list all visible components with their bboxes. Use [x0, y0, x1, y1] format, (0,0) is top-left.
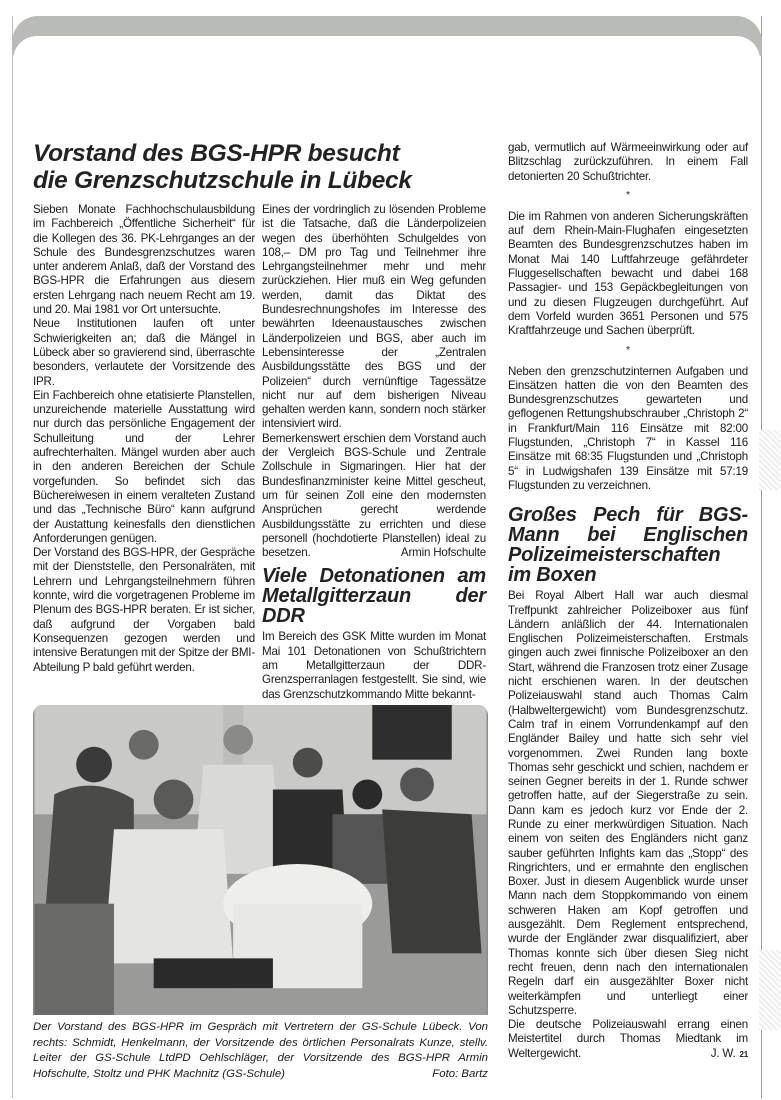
separator-star: * [626, 189, 630, 201]
paragraph: Eines der vordringlich zu lösenden Probleme ist die Tatsache, daß die Länderpolizeien wegen des überhöhten Schulgeldes von 108,– DM pro Tag und Teilnehmer ihre Lehrgangsteilnehmer mehr und mehr zurückziehen. Hier muß ein Weg gefunden werden, damit das Diktat des Bundesrechnungshofes im Interesse des bewährten Ideenaustausches zwischen Länderpolizeien und BGS, aber auch im Lebensinteresse der „Zentralen Ausbildungsstätte des BGS und der Polizeien“ durch vernünftige Tagessätze nicht nur auf dem bisherigen Niveau gehalten werden kann, sondern noch stärker intensiviert wird. [262, 203, 486, 431]
meeting-photo [33, 705, 488, 1015]
paragraph: Der Vorstand des BGS-HPR, der Gespräche mit der Dienststelle, den Personalräten, mit Lehrern und Lehrgangsteilnehmern führen konnte, wird die vorgetragenen Probleme im Plenum des BGS-HPR beraten. Er ist sicher, daß aufgrund der Vorgaben bald Konsequenzen gezogen werden und intensive Beratungen mit der Spitze der BMI-Abteilung P bald geführt werden. [33, 546, 255, 674]
caption-text: Der Vorstand des BGS-HPR im Gespräch mit Vertretern der GS-Schule Lübeck. Von rechts: Schmidt, Henkelmann, der Vorsitzende des örtlichen Personalrats Kunze, stellv. Leiter der GS-Schule LtdPD Oehlschläger, der Vorsitzende des BGS-HPR Armin Hofschulte, Stoltz und PHK Machnitz (GS-Schule) [33, 1021, 488, 1080]
headline-boxen: Großes Pech für BGS-Mann bei Englischen Polizeimeisterschaften im Boxen [508, 504, 748, 587]
article-column-3 [508, 141, 748, 1062]
photo-credit: Foto: Bartz [432, 1067, 488, 1080]
page-number: 21 [739, 1049, 748, 1059]
author-signature: J. W. [710, 1046, 736, 1060]
paragraph: Neben den grenzschutzinternen Aufgaben und Einsätzen hatten die von den Beamten des Bundesgrenzschutzes gewarteten und geflogenen Rettungshubschrauber „Christoph 2“ in Frankfurt/Main 116 Einsätze mit 82:00 Flugstunden, „Christoph 7“ in Kassel 116 Einsätze mit 68:35 Flugstunden und „Christoph 5“ in Ludwigshafen 139 Einsätze mit 57:19 Flugstunden zu verzeichnen. [508, 364, 748, 492]
headline-detonationen: Viele Detonationen am Metallgitterzaun der DDR [262, 565, 486, 628]
paragraph: gab, vermutlich auf Wärmeeinwirkung oder auf Blitzschlag zurückzuführen. In einem Fall detonierten 20 Schußtrichter. [508, 141, 748, 183]
paragraph: Die im Rahmen von anderen Sicherungskräften auf dem Rhein-Main-Flughafen eingesetzten Beamten des Bundesgrenzschutzes haben im Monat Mai 140 Luftfahrzeuge gefährdeter Fluggesellschaften bewacht und dabei 168 Passagier- und 153 Gepäckbegleitungen von und zu diesen Flugzeugen durchgeführt. Auf dem Vorfeld wurden 3651 Personen und 575 Kraftfahrzeuge und Sachen überprüft. [508, 209, 748, 338]
paragraph: Bemerkenswert erschien dem Vorstand auch der Vergleich BGS-Schule und Zentrale Zollschule in Sigmaringen. Hier hat der Bundesfinanzminister keine Mittel gescheut, um für seinen Zoll eine den modernsten Ansprüchen gerecht werdende Ausbildungsstätte zu errichten und diese personell (hochdotierte Planstellen) ideal zu besetzen. [262, 431, 486, 560]
main-headline [33, 140, 453, 194]
article-column-2 [262, 203, 486, 702]
paragraph: Bei Royal Albert Hall war auch diesmal Treffpunkt zahlreicher Polizeiboxer aus fünf Ländern anläßlich der 44. Internationalen Englischen Polizeimeisterschaften. Erstmals gingen auch zwei finnische Polizeiboxer an den Start, während die Franzosen trotz einer Zusage nicht erschienen waren. In der deutschen Polizeiauswahl stand auch Thomas Calm (Halbweltergewicht) vom Bundesgrenzschutz. Calm traf in einem Vorrundenkampf auf den Engländer Bailey und hatte sich sehr viel vorgenommen. Zwei Runden lang boxte Thomas sehr geschickt und schien, nachdem er seinen Gegner bereits in der 1. Runde schwer getroffen hatte, auf der Siegerstraße zu sein. Dann kam es jedoch kurz vor Ende der 2. Runde zu einer merkwürdigen Situation. Nach einem von seiten des Engländers nicht ganz sauber geführten Infights kam das „Stopp“ des Ringrichters, und er ermahnte den englischen Boxer. Just in diesem Augenblick wurde unser Mann nach dem Stoppkommando von einem schweren Haken am Kopf getroffen und ausgezählt. Dem Reglement entsprechend, wurde der Engländer zwar disqualifiziert, aber Thomas konnte sich über diesen Sieg nicht recht freuen, denn nach den internationalen Regeln darf ein ausgezählter Boxer nicht weiterkämpfen und unterliegt einer Schutzsperre. [508, 589, 748, 1017]
paragraph: Sieben Monate Fachhochschulausbildung im Fachbereich „Öffentliche Sicherheit“ für die Kollegen des 36. PK-Lehrganges an der Schule des Bundesgrenzschutzes waren unter anderem Anlaß, daß der Vorstand des BGS-HPR die Erfahrungen aus diesem ersten Lehrgang nach neuem Recht am 19. und 20. Mai 1981 vor Ort untersuchte. [33, 203, 255, 317]
main-headline-line: die Grenzschutzschule in Lübeck [33, 167, 412, 194]
main-headline-line: Vorstand des BGS-HPR besucht [33, 140, 400, 167]
scan-noise [759, 430, 781, 490]
paragraph: Neue Institutionen laufen oft unter Schwierigkeiten an; daß die Mängel in Lübeck aber so gravierend sind, überraschte besonders, verlautete der Vorsitzende des IPR. [33, 317, 255, 388]
paragraph: Im Bereich des GSK Mitte wurden im Monat Mai 101 Detonationen von Schußtrichtern am Metallgitterzaun der DDR-Grenzsperranlagen festgestellt. Sie sind, wie das Grenzschutzkommando Mitte bekannt- [262, 630, 486, 701]
header-band-inner [13, 36, 760, 66]
author-signature: Armin Hofschulte [400, 546, 486, 560]
photo-caption [33, 1020, 488, 1082]
separator-star: * [626, 344, 630, 356]
article-column-1 [33, 203, 255, 675]
photo-illustration [33, 705, 488, 1015]
scan-noise [759, 950, 781, 1030]
paragraph-text: Die deutsche Polizeiauswahl errang einen Meistertitel durch Thomas Miedtank im Weltergewicht. [508, 1018, 748, 1060]
paragraph: Ein Fachbereich ohne etatisierte Planstellen, unzureichende materielle Ausstattung wird nur durch das persönliche Engagement der Schulleitung und der Lehrer aufrechterhalten. Mängel wurden aber auch in den anderen Bereichen der Schule vorgefunden. So befindet sich das Büchereiwesen in einem veralteten Zustand und das „Technische Büro“ kann aufgrund der Austattung keinesfalls den dienstlichen Anforderungen genügen. [33, 388, 255, 545]
